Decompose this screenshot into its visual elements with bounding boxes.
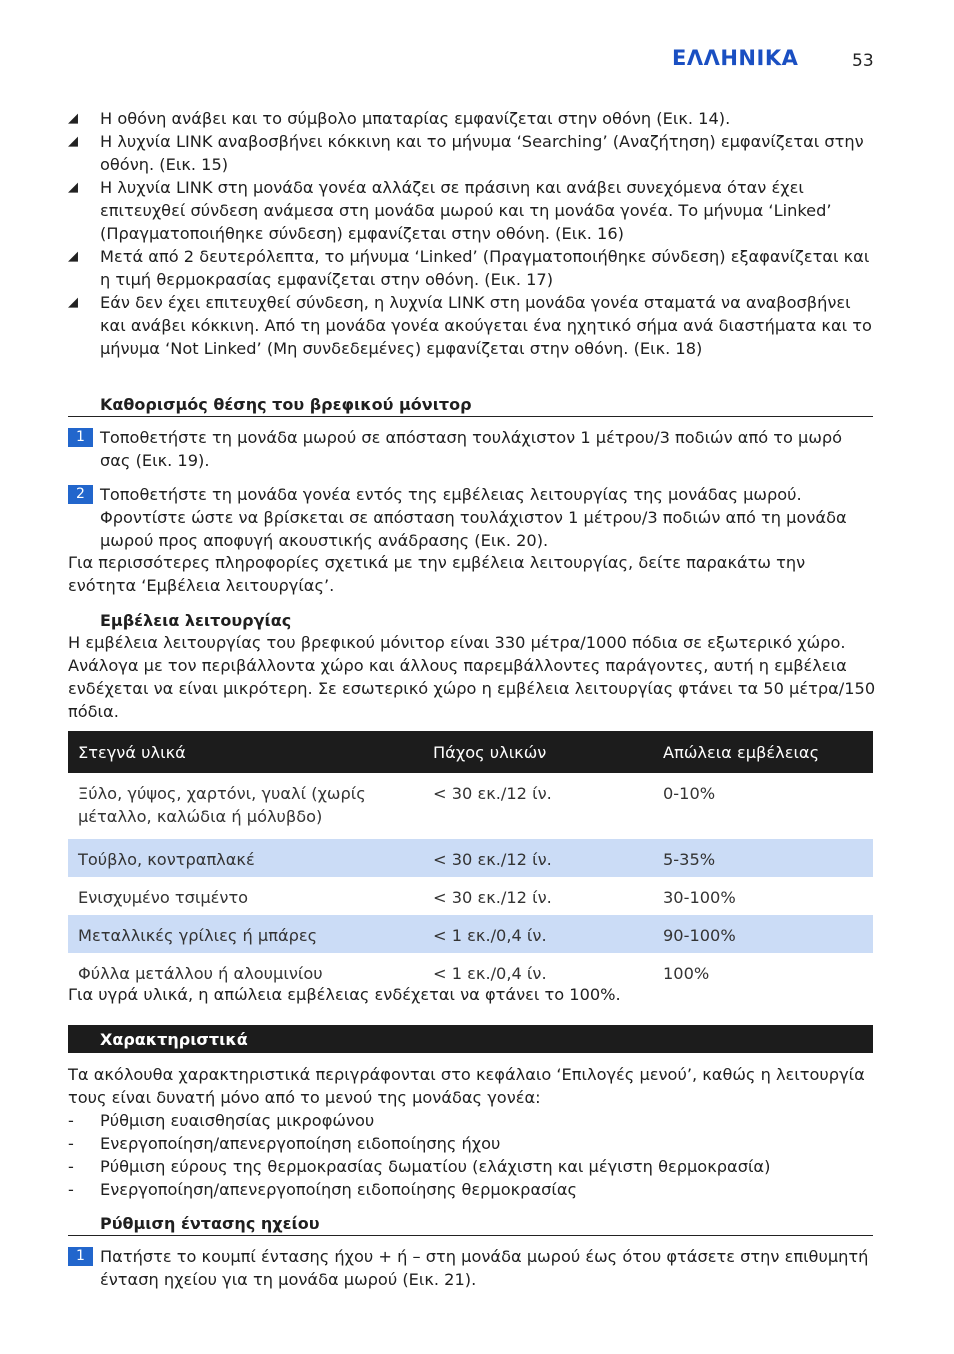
bullet-arrow-icon: ◢ [68,249,78,264]
table-cell: < 1 εκ./0,4 ίν. [433,964,547,983]
bullet-arrow-icon: ◢ [68,180,78,195]
dash-marker: - [68,1111,74,1130]
column-header: Πάχος υλικών [423,731,653,773]
step-text: Πατήστε το κουμπί έντασης ήχου + ή – στη μονάδα μωρού έως ότου φτάσετε στην επιθυμητή ένταση ηχείου για τη μονάδα μωρού (Εικ. 21). [100,1247,869,1289]
step-number-badge: 2 [68,485,93,504]
intro-bullet-list [68,107,878,360]
step-text: Τοποθετήστε τη μονάδα μωρού σε απόσταση τουλάχιστον 1 μέτρου/3 ποδιών από το μωρό σας (Εικ. 19). [100,428,843,470]
table-cell: < 30 εκ./12 ίν. [433,784,552,803]
list-item: - Ενεργοποίηση/απενεργοποίηση ειδοποίησης θερμοκρασίας [68,1180,578,1199]
section-language-label: ΕΛΛΗΝΙΚΑ [672,46,799,70]
dash-marker: - [68,1134,74,1153]
section-divider [68,1235,873,1236]
table-cell: 30-100% [663,888,736,907]
table-row [68,773,873,839]
column-header: Απώλεια εμβέλειας [653,731,873,773]
note-paragraph: Για περισσότερες πληροφορίες σχετικά με την εμβέλεια λειτουργίας, δείτε παρακάτω την ενότητα ‘Εμβέλεια λειτουργίας’. [68,553,806,595]
step-item [68,483,873,552]
dash-marker: - [68,1180,74,1199]
table-row [68,915,873,953]
list-item: - Ρύθμιση εύρους της θερμοκρασίας δωματίου (ελάχιστη και μέγιστη θερμοκρασία) [68,1157,771,1176]
step-number-badge: 1 [68,1247,93,1266]
bullet-arrow-icon: ◢ [68,134,78,149]
features-intro: Τα ακόλουθα χαρακτηριστικά περιγράφονται στο κεφάλαιο ‘Επιλογές μενού’, καθώς η λειτουργία τους είναι δυνατή μόνο από το μενού της μονάδας γονέα: [68,1065,865,1107]
table-header-row [68,731,873,773]
table-cell: 5-35% [653,839,873,877]
list-item: - Ρύθμιση ευαισθησίας μικροφώνου [68,1111,375,1130]
column-header: Στεγνά υλικά [68,731,423,773]
features-block [68,1063,878,1201]
dash-marker: - [68,1157,74,1176]
list-item: ◢ Μετά από 2 δευτερόλεπτα, το μήνυμα ‘Linked’ (Πραγματοποιήθηκε σύνδεση) εξαφανίζεται και η τιμή θερμοκρασίας εμφανίζεται στην οθόνη. (Εικ. 17) [68,247,870,289]
list-item: ◢ Η λυχνία LINK αναβοσβήνει κόκκινη και το μήνυμα ‘Searching’ (Αναζήτηση) εμφανίζεται στην οθόνη. (Εικ. 15) [68,132,864,174]
table-cell: Ενισχυμένο τσιμέντο [78,888,249,907]
range-paragraph: Η εμβέλεια λειτουργίας του βρεφικού μόνιτορ είναι 330 μέτρα/1000 πόδια σε εξωτερικό χώρο. Ανάλογα με τον περιβάλλοντα χώρο και άλλους παρεμβάλλοντες παράγοντες, αυτή η εμβέλεια ενδέχεται να είναι μικρότερη. Σε εσωτερικό χώρο η εμβέλεια λειτουργίας φτάνει τα 50 μέτρα/150 πόδια. [68,633,876,721]
bullet-arrow-icon: ◢ [68,295,78,310]
list-item: ◢ Η λυχνία LINK στη μονάδα γονέα αλλάζει σε πράσινη και ανάβει συνεχόμενα όταν έχει επιτευχθεί σύνδεση ανάμεσα στη μονάδα μωρού και τη μονάδα γονέα. Το μήνυμα ‘Linked’ (Πραγματοποιήθηκε σύνδεση) εμφανίζεται στην οθόνη. (Εικ. 16) [68,178,832,243]
table-cell: 0-10% [663,784,716,803]
step-text: Τοποθετήστε τη μονάδα γονέα εντός της εμβέλειας λειτουργίας της μονάδας μωρού. Φροντίστε ώστε να βρίσκεται σε απόσταση τουλάχιστον 1 μέτρου/3 ποδιών από τη μονάδα μωρού προς αποφυγή ακουστικής ανάδρασης (Εικ. 20). [100,485,847,550]
table-cell: < 1 εκ./0,4 ίν. [423,915,653,953]
step-item [68,426,873,472]
section-heading-bar-features [68,1025,873,1053]
list-item: - Ενεργοποίηση/απενεργοποίηση ειδοποίησης ήχου [68,1134,501,1153]
list-item: ◢ Η οθόνη ανάβει και το σύμβολο μπαταρίας εμφανίζεται στην οθόνη (Εικ. 14). [68,109,731,128]
wet-materials-note: Για υγρά υλικά, η απώλεια εμβέλειας ενδέχεται να φτάνει το 100%. [68,985,621,1004]
table-cell: Τούβλο, κοντραπλακέ [68,839,423,877]
table-row [68,877,873,915]
table-row [68,839,873,877]
section-divider [68,416,873,417]
bullet-arrow-icon: ◢ [68,111,78,126]
table-cell: Φύλλα μετάλλου ή αλουμινίου [78,964,323,983]
list-item: ◢ Εάν δεν έχει επιτευχθεί σύνδεση, η λυχνία LINK στη μονάδα γονέα σταματά να αναβοσβήνει και ανάβει κόκκινη. Από τη μονάδα γονέα ακούγεται ένα ηχητικό σήμα ανά διαστήματα και το μήνυμα ‘Not Linked’ (Μη συνδεδεμένες) εμφανίζεται στην οθόνη. (Εικ. 18) [68,293,872,358]
table-cell: < 30 εκ./12 ίν. [433,888,552,907]
table-cell: 90-100% [653,915,873,953]
table-cell: Ξύλο, γύψος, χαρτόνι, γυαλί (χωρίς μέταλλο, καλώδια ή μόλυβδο) [78,784,366,826]
table-cell: Μεταλλικές γρίλιες ή μπάρες [68,915,423,953]
section-heading-features: Χαρακτηριστικά [100,1030,248,1049]
section-heading-positioning: Καθορισμός θέσης του βρεφικού μόνιτορ [100,395,472,414]
section-heading-range: Εμβέλεια λειτουργίας [100,611,292,630]
range-loss-table [68,731,873,991]
table-cell: 100% [663,964,710,983]
step-number-badge: 1 [68,428,93,447]
step-item [68,1245,873,1291]
page-number: 53 [852,51,874,71]
table-cell: < 30 εκ./12 ίν. [423,839,653,877]
section-heading-volume: Ρύθμιση έντασης ηχείου [100,1214,320,1233]
